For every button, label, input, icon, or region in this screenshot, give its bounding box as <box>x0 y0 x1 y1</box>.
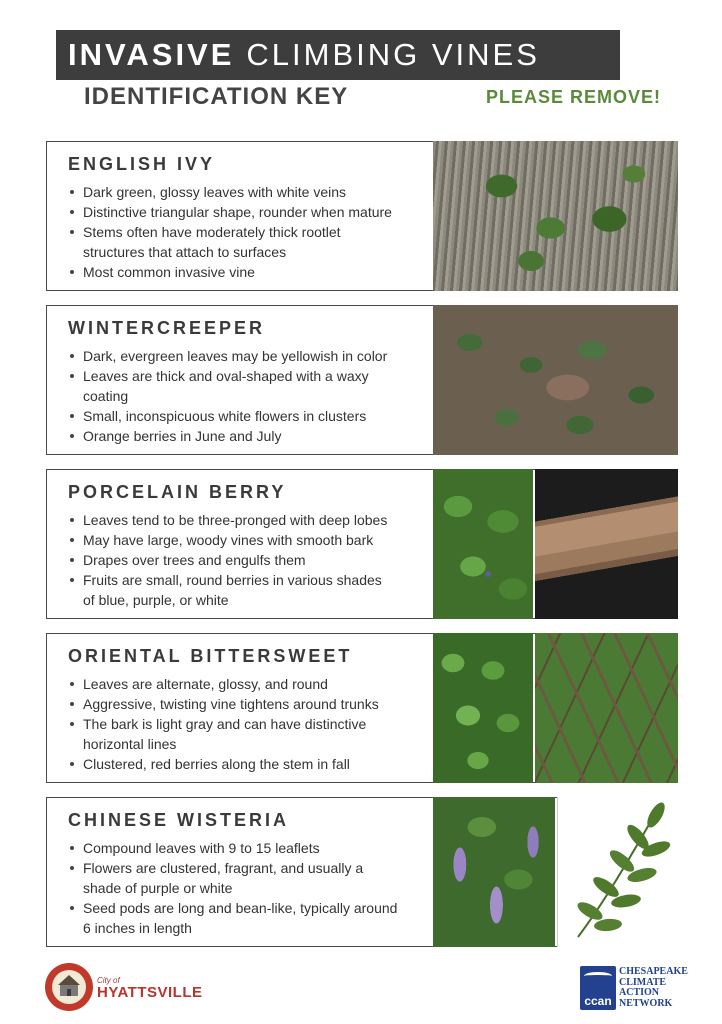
city-prefix: City of <box>97 976 120 985</box>
chinese-wisteria-leaf-photo <box>557 797 678 947</box>
ccan-mark-icon <box>580 966 616 1010</box>
bullet-item: Clustered, red berries along the stem in fall <box>68 754 408 774</box>
org-line: CHESAPEAKE <box>619 966 688 977</box>
ccan-logo <box>580 966 688 1012</box>
bullet-item: Compound leaves with 9 to 15 leaflets <box>68 838 408 858</box>
org-line: ACTION <box>619 987 660 998</box>
ccan-acronym: ccan <box>584 994 612 1008</box>
page-subtitle: IDENTIFICATION KEY <box>84 83 349 110</box>
bullet-item: Seed pods are long and bean-like, typically around 6 inches in length <box>68 898 398 938</box>
org-line: NETWORK <box>619 997 673 1009</box>
bullet-item: Most common invasive vine <box>68 262 408 282</box>
org-line: CLIMATE <box>619 976 667 988</box>
vine-bullets <box>68 838 408 938</box>
bullet-item: Distinctive triangular shape, rounder when mature <box>68 202 408 222</box>
vine-name: ORIENTAL BITTERSWEET <box>68 646 353 666</box>
vine-name: PORCELAIN BERRY <box>68 482 287 502</box>
porcelain-berry-leaf-photo <box>433 469 533 619</box>
call-to-action: PLEASE REMOVE! <box>486 87 662 107</box>
title-light: CLIMBING VINES <box>246 37 540 72</box>
vine-bullets <box>68 346 408 446</box>
vine-card-english-ivy <box>46 141 678 291</box>
bullet-item: Drapes over trees and engulfs them <box>68 550 408 570</box>
chinese-wisteria-flower-photo <box>433 797 555 947</box>
bullet-item: Dark, evergreen leaves may be yellowish in color <box>68 346 408 366</box>
city-logo-text <box>97 977 203 1001</box>
bullet-item: Leaves are alternate, glossy, and round <box>68 674 408 694</box>
porcelain-berry-bark-photo <box>535 469 678 619</box>
title-banner <box>56 30 620 80</box>
oriental-bittersweet-vine-photo <box>535 633 678 783</box>
bullet-item: Leaves are thick and oval-shaped with a waxy coating <box>68 366 388 406</box>
vine-card-oriental-bittersweet <box>46 633 678 783</box>
vine-card-porcelain-berry <box>46 469 678 619</box>
city-name: HYATTSVILLE <box>97 984 203 1001</box>
bullet-item: Stems often have moderately thick rootlet structures that attach to surfaces <box>68 222 378 262</box>
bullet-item: Orange berries in June and July <box>68 426 408 446</box>
vine-card-wintercreeper <box>46 305 678 455</box>
bullet-item: Small, inconspicuous white flowers in clusters <box>68 406 408 426</box>
vine-name: ENGLISH IVY <box>68 154 216 174</box>
city-seal-icon <box>44 962 94 1012</box>
vine-name: WINTERCREEPER <box>68 318 266 338</box>
title-strong: INVASIVE <box>68 37 235 72</box>
wintercreeper-photo <box>433 305 678 455</box>
bullet-item: Fruits are small, round berries in various shades of blue, purple, or white <box>68 570 388 610</box>
english-ivy-photo <box>433 141 678 291</box>
vine-bullets <box>68 674 408 774</box>
vine-bullets <box>68 510 408 610</box>
compound-leaf-icon <box>558 797 678 947</box>
bullet-item: Dark green, glossy leaves with white veins <box>68 182 408 202</box>
bullet-item: Leaves tend to be three-pronged with deep lobes <box>68 510 408 530</box>
vine-card-chinese-wisteria <box>46 797 678 947</box>
vine-name: CHINESE WISTERIA <box>68 810 290 830</box>
oriental-bittersweet-leaf-photo <box>433 633 533 783</box>
bullet-item: The bark is light gray and can have distinctive horizontal lines <box>68 714 388 754</box>
vine-bullets <box>68 182 408 282</box>
bullet-item: Flowers are clustered, fragrant, and usually a shade of purple or white <box>68 858 388 898</box>
bullet-item: Aggressive, twisting vine tightens around trunks <box>68 694 408 714</box>
bullet-item: May have large, woody vines with smooth bark <box>68 530 408 550</box>
